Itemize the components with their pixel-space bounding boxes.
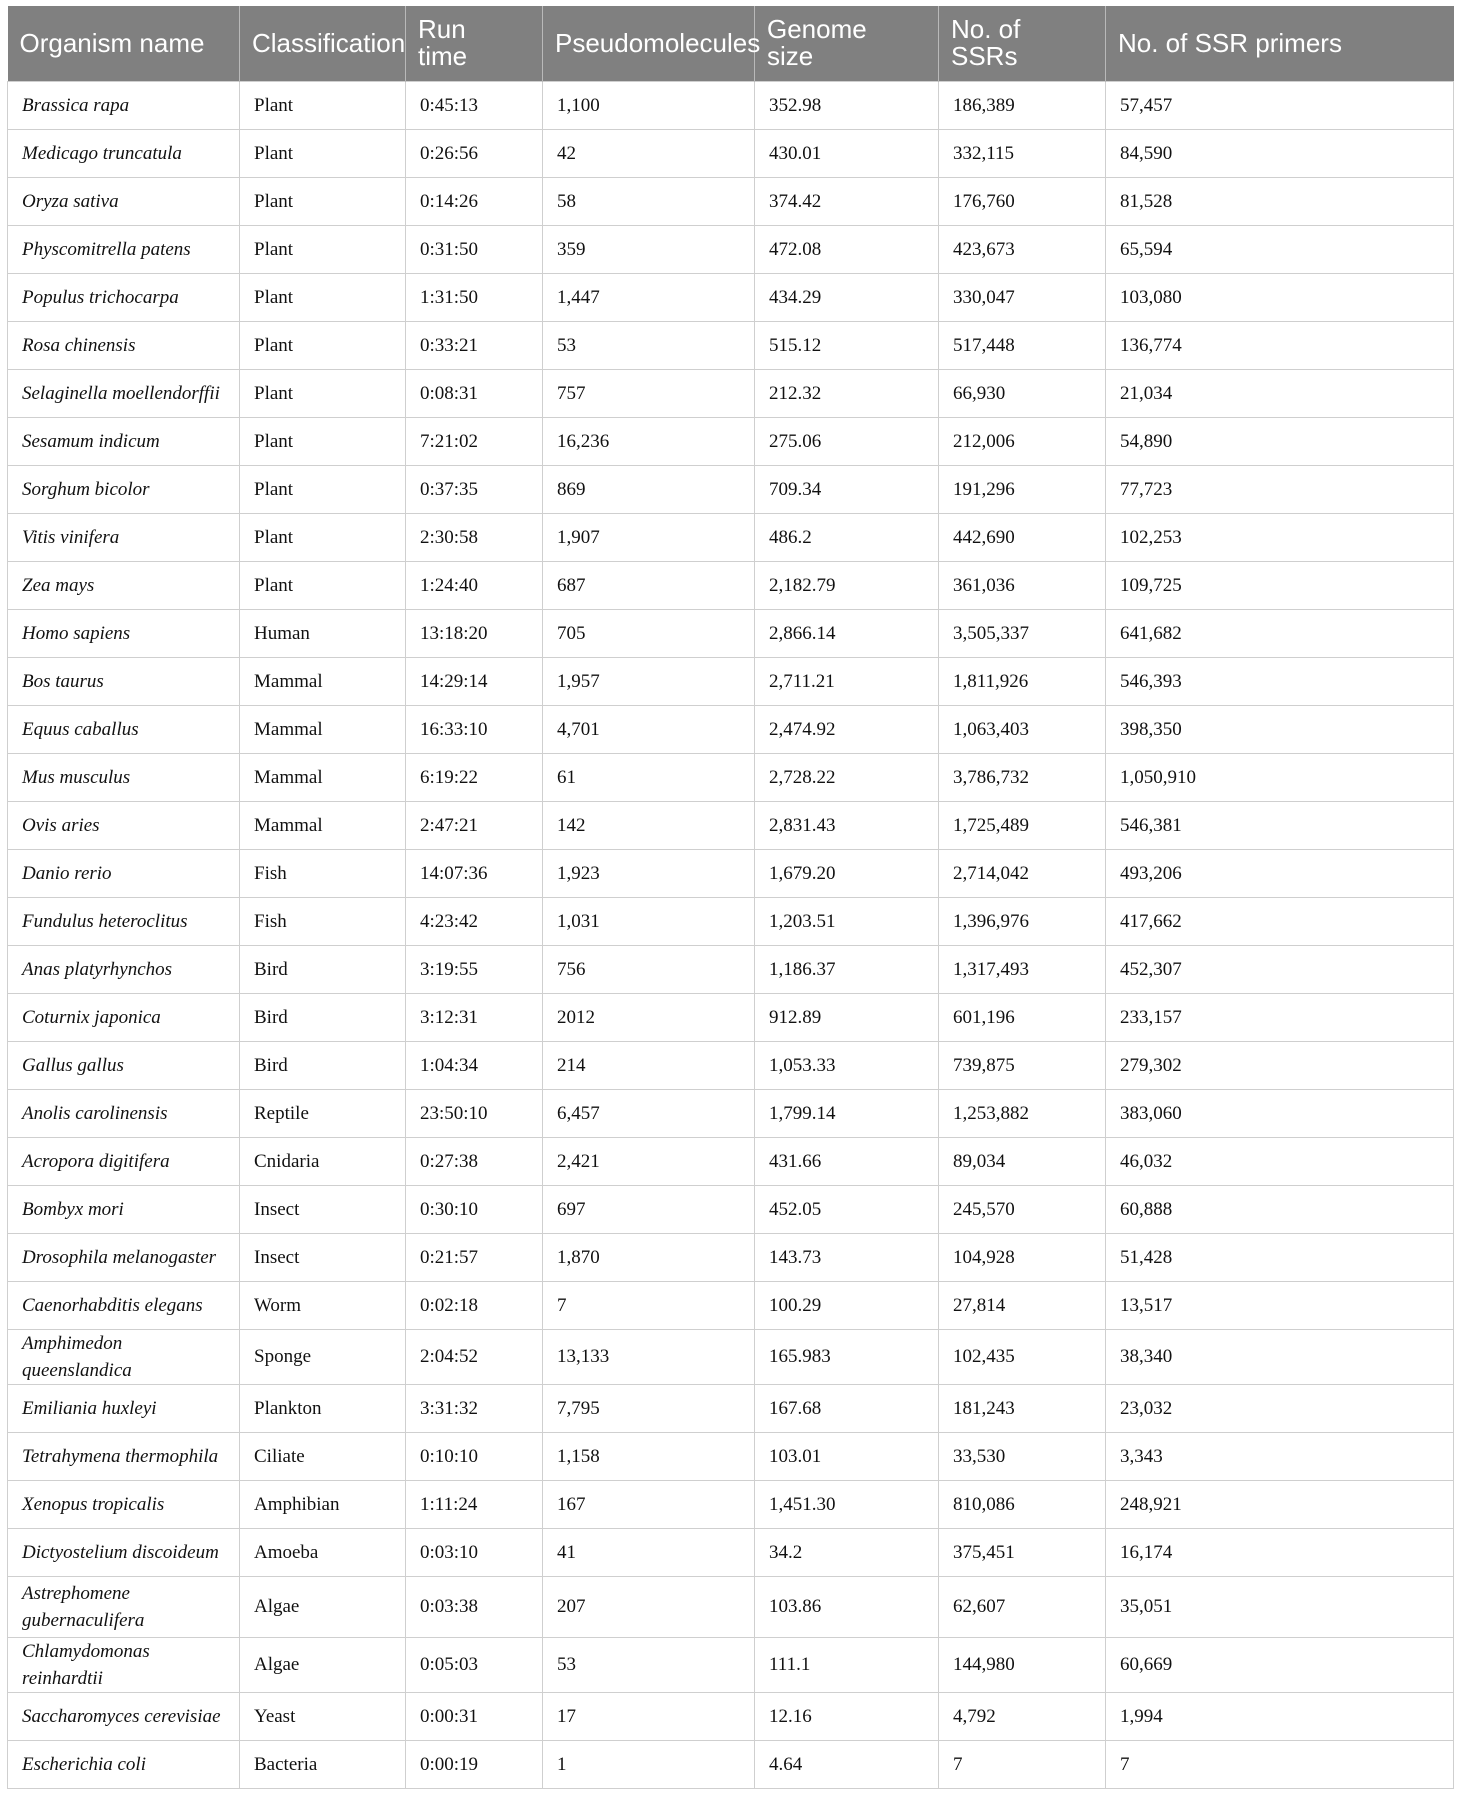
cell-no-of-ssrs: 330,047 bbox=[939, 273, 1106, 321]
cell-pseudomolecules: 16,236 bbox=[543, 417, 755, 465]
cell-organism-name: Coturnix japonica bbox=[8, 993, 240, 1041]
cell-organism-name: Acropora digitifera bbox=[8, 1137, 240, 1185]
cell-classification: Plant bbox=[240, 561, 406, 609]
cell-organism-name: Anolis carolinensis bbox=[8, 1089, 240, 1137]
cell-no-of-ssrs: 191,296 bbox=[939, 465, 1106, 513]
cell-no-of-ssr-primers: 248,921 bbox=[1106, 1480, 1454, 1528]
cell-classification: Mammal bbox=[240, 753, 406, 801]
cell-organism-name: Amphimedon queenslandica bbox=[8, 1329, 240, 1384]
cell-no-of-ssr-primers: 417,662 bbox=[1106, 897, 1454, 945]
cell-organism-name: Selaginella moellendorffii bbox=[8, 369, 240, 417]
cell-no-of-ssrs: 375,451 bbox=[939, 1528, 1106, 1576]
cell-run-time: 0:37:35 bbox=[406, 465, 543, 513]
cell-genome-size: 374.42 bbox=[755, 177, 939, 225]
cell-no-of-ssr-primers: 16,174 bbox=[1106, 1528, 1454, 1576]
cell-genome-size: 34.2 bbox=[755, 1528, 939, 1576]
cell-genome-size: 352.98 bbox=[755, 81, 939, 129]
cell-run-time: 0:03:38 bbox=[406, 1576, 543, 1637]
cell-pseudomolecules: 41 bbox=[543, 1528, 755, 1576]
cell-organism-name: Fundulus heteroclitus bbox=[8, 897, 240, 945]
cell-organism-name: Gallus gallus bbox=[8, 1041, 240, 1089]
cell-no-of-ssrs: 3,786,732 bbox=[939, 753, 1106, 801]
cell-no-of-ssr-primers: 21,034 bbox=[1106, 369, 1454, 417]
cell-pseudomolecules: 1,031 bbox=[543, 897, 755, 945]
cell-organism-name: Medicago truncatula bbox=[8, 129, 240, 177]
cell-genome-size: 1,679.20 bbox=[755, 849, 939, 897]
cell-organism-name: Equus caballus bbox=[8, 705, 240, 753]
cell-run-time: 14:07:36 bbox=[406, 849, 543, 897]
cell-classification: Fish bbox=[240, 849, 406, 897]
cell-no-of-ssrs: 739,875 bbox=[939, 1041, 1106, 1089]
column-header-pseudomolecules: Pseudomolecules bbox=[543, 6, 755, 81]
cell-classification: Worm bbox=[240, 1281, 406, 1329]
cell-genome-size: 452.05 bbox=[755, 1185, 939, 1233]
cell-run-time: 0:21:57 bbox=[406, 1233, 543, 1281]
cell-genome-size: 143.73 bbox=[755, 1233, 939, 1281]
cell-organism-name: Saccharomyces cerevisiae bbox=[8, 1692, 240, 1740]
table-row bbox=[8, 1329, 1454, 1384]
cell-run-time: 2:04:52 bbox=[406, 1329, 543, 1384]
table-row bbox=[8, 465, 1454, 513]
cell-no-of-ssr-primers: 60,888 bbox=[1106, 1185, 1454, 1233]
cell-no-of-ssr-primers: 57,457 bbox=[1106, 81, 1454, 129]
cell-run-time: 1:04:34 bbox=[406, 1041, 543, 1089]
table-row bbox=[8, 561, 1454, 609]
cell-organism-name: Zea mays bbox=[8, 561, 240, 609]
cell-no-of-ssrs: 1,253,882 bbox=[939, 1089, 1106, 1137]
cell-genome-size: 1,186.37 bbox=[755, 945, 939, 993]
cell-no-of-ssr-primers: 65,594 bbox=[1106, 225, 1454, 273]
cell-organism-name: Sesamum indicum bbox=[8, 417, 240, 465]
cell-genome-size: 103.01 bbox=[755, 1432, 939, 1480]
cell-genome-size: 486.2 bbox=[755, 513, 939, 561]
cell-classification: Plant bbox=[240, 369, 406, 417]
cell-no-of-ssr-primers: 81,528 bbox=[1106, 177, 1454, 225]
cell-no-of-ssrs: 62,607 bbox=[939, 1576, 1106, 1637]
cell-run-time: 6:19:22 bbox=[406, 753, 543, 801]
cell-no-of-ssr-primers: 398,350 bbox=[1106, 705, 1454, 753]
cell-no-of-ssrs: 1,063,403 bbox=[939, 705, 1106, 753]
table-row bbox=[8, 609, 1454, 657]
cell-no-of-ssr-primers: 84,590 bbox=[1106, 129, 1454, 177]
cell-organism-name: Rosa chinensis bbox=[8, 321, 240, 369]
cell-organism-name: Bombyx mori bbox=[8, 1185, 240, 1233]
cell-pseudomolecules: 17 bbox=[543, 1692, 755, 1740]
table-row bbox=[8, 705, 1454, 753]
cell-classification: Plant bbox=[240, 177, 406, 225]
cell-pseudomolecules: 13,133 bbox=[543, 1329, 755, 1384]
table-row bbox=[8, 1692, 1454, 1740]
table-row bbox=[8, 1089, 1454, 1137]
cell-no-of-ssrs: 442,690 bbox=[939, 513, 1106, 561]
cell-classification: Insect bbox=[240, 1185, 406, 1233]
cell-classification: Plant bbox=[240, 129, 406, 177]
cell-run-time: 3:12:31 bbox=[406, 993, 543, 1041]
cell-pseudomolecules: 1,923 bbox=[543, 849, 755, 897]
cell-run-time: 1:11:24 bbox=[406, 1480, 543, 1528]
cell-pseudomolecules: 2012 bbox=[543, 993, 755, 1041]
table-row bbox=[8, 1432, 1454, 1480]
cell-no-of-ssrs: 66,930 bbox=[939, 369, 1106, 417]
cell-no-of-ssrs: 186,389 bbox=[939, 81, 1106, 129]
table-row bbox=[8, 657, 1454, 705]
table-row bbox=[8, 1740, 1454, 1788]
table-row bbox=[8, 225, 1454, 273]
cell-pseudomolecules: 869 bbox=[543, 465, 755, 513]
table-row bbox=[8, 513, 1454, 561]
cell-no-of-ssr-primers: 546,393 bbox=[1106, 657, 1454, 705]
cell-run-time: 0:00:31 bbox=[406, 1692, 543, 1740]
table-row bbox=[8, 1384, 1454, 1432]
cell-run-time: 0:31:50 bbox=[406, 225, 543, 273]
table-row bbox=[8, 1041, 1454, 1089]
cell-run-time: 23:50:10 bbox=[406, 1089, 543, 1137]
cell-no-of-ssrs: 601,196 bbox=[939, 993, 1106, 1041]
cell-classification: Plant bbox=[240, 225, 406, 273]
cell-pseudomolecules: 53 bbox=[543, 1637, 755, 1692]
cell-no-of-ssr-primers: 546,381 bbox=[1106, 801, 1454, 849]
cell-pseudomolecules: 61 bbox=[543, 753, 755, 801]
cell-no-of-ssr-primers: 60,669 bbox=[1106, 1637, 1454, 1692]
cell-run-time: 14:29:14 bbox=[406, 657, 543, 705]
table-row bbox=[8, 273, 1454, 321]
table-body bbox=[8, 81, 1454, 1788]
cell-genome-size: 2,711.21 bbox=[755, 657, 939, 705]
cell-run-time: 2:30:58 bbox=[406, 513, 543, 561]
cell-no-of-ssr-primers: 109,725 bbox=[1106, 561, 1454, 609]
cell-genome-size: 165.983 bbox=[755, 1329, 939, 1384]
cell-no-of-ssrs: 517,448 bbox=[939, 321, 1106, 369]
cell-no-of-ssr-primers: 38,340 bbox=[1106, 1329, 1454, 1384]
cell-genome-size: 2,728.22 bbox=[755, 753, 939, 801]
cell-run-time: 0:45:13 bbox=[406, 81, 543, 129]
cell-organism-name: Drosophila melanogaster bbox=[8, 1233, 240, 1281]
cell-no-of-ssrs: 2,714,042 bbox=[939, 849, 1106, 897]
cell-pseudomolecules: 1,870 bbox=[543, 1233, 755, 1281]
cell-no-of-ssrs: 423,673 bbox=[939, 225, 1106, 273]
cell-classification: Bird bbox=[240, 1041, 406, 1089]
header-row bbox=[8, 6, 1454, 81]
cell-pseudomolecules: 207 bbox=[543, 1576, 755, 1637]
cell-run-time: 13:18:20 bbox=[406, 609, 543, 657]
cell-classification: Ciliate bbox=[240, 1432, 406, 1480]
cell-pseudomolecules: 167 bbox=[543, 1480, 755, 1528]
cell-organism-name: Tetrahymena thermophila bbox=[8, 1432, 240, 1480]
cell-genome-size: 4.64 bbox=[755, 1740, 939, 1788]
cell-run-time: 0:05:03 bbox=[406, 1637, 543, 1692]
cell-genome-size: 167.68 bbox=[755, 1384, 939, 1432]
cell-run-time: 0:33:21 bbox=[406, 321, 543, 369]
cell-classification: Insect bbox=[240, 1233, 406, 1281]
cell-organism-name: Vitis vinifera bbox=[8, 513, 240, 561]
cell-pseudomolecules: 705 bbox=[543, 609, 755, 657]
cell-genome-size: 430.01 bbox=[755, 129, 939, 177]
table-row bbox=[8, 1185, 1454, 1233]
cell-run-time: 0:27:38 bbox=[406, 1137, 543, 1185]
table-row bbox=[8, 849, 1454, 897]
cell-organism-name: Astrephomene gubernaculifera bbox=[8, 1576, 240, 1637]
cell-classification: Algae bbox=[240, 1576, 406, 1637]
cell-genome-size: 103.86 bbox=[755, 1576, 939, 1637]
cell-pseudomolecules: 1,957 bbox=[543, 657, 755, 705]
cell-no-of-ssrs: 181,243 bbox=[939, 1384, 1106, 1432]
cell-no-of-ssrs: 104,928 bbox=[939, 1233, 1106, 1281]
cell-no-of-ssrs: 3,505,337 bbox=[939, 609, 1106, 657]
cell-run-time: 0:03:10 bbox=[406, 1528, 543, 1576]
cell-pseudomolecules: 2,421 bbox=[543, 1137, 755, 1185]
table-row bbox=[8, 945, 1454, 993]
cell-pseudomolecules: 6,457 bbox=[543, 1089, 755, 1137]
cell-genome-size: 111.1 bbox=[755, 1637, 939, 1692]
column-header-no-of-ssr-primers: No. of SSR primers bbox=[1106, 6, 1454, 81]
table-row bbox=[8, 897, 1454, 945]
cell-run-time: 3:19:55 bbox=[406, 945, 543, 993]
cell-classification: Bird bbox=[240, 945, 406, 993]
cell-run-time: 1:31:50 bbox=[406, 273, 543, 321]
cell-pseudomolecules: 1,907 bbox=[543, 513, 755, 561]
cell-no-of-ssrs: 102,435 bbox=[939, 1329, 1106, 1384]
cell-classification: Mammal bbox=[240, 705, 406, 753]
cell-organism-name: Populus trichocarpa bbox=[8, 273, 240, 321]
cell-no-of-ssr-primers: 279,302 bbox=[1106, 1041, 1454, 1089]
cell-no-of-ssrs: 332,115 bbox=[939, 129, 1106, 177]
cell-run-time: 0:08:31 bbox=[406, 369, 543, 417]
cell-organism-name: Ovis aries bbox=[8, 801, 240, 849]
cell-no-of-ssrs: 245,570 bbox=[939, 1185, 1106, 1233]
cell-run-time: 1:24:40 bbox=[406, 561, 543, 609]
cell-no-of-ssrs: 27,814 bbox=[939, 1281, 1106, 1329]
table-row bbox=[8, 1576, 1454, 1637]
cell-organism-name: Homo sapiens bbox=[8, 609, 240, 657]
cell-run-time: 7:21:02 bbox=[406, 417, 543, 465]
cell-organism-name: Bos taurus bbox=[8, 657, 240, 705]
column-header-no-of-ssrs: No. of SSRs bbox=[939, 6, 1106, 81]
cell-genome-size: 2,474.92 bbox=[755, 705, 939, 753]
cell-classification: Sponge bbox=[240, 1329, 406, 1384]
cell-classification: Mammal bbox=[240, 657, 406, 705]
cell-organism-name: Caenorhabditis elegans bbox=[8, 1281, 240, 1329]
cell-classification: Plant bbox=[240, 513, 406, 561]
cell-pseudomolecules: 4,701 bbox=[543, 705, 755, 753]
column-header-genome-size: Genome size bbox=[755, 6, 939, 81]
table-header bbox=[8, 6, 1454, 81]
cell-organism-name: Emiliania huxleyi bbox=[8, 1384, 240, 1432]
cell-classification: Plant bbox=[240, 465, 406, 513]
cell-organism-name: Chlamydomonas reinhardtii bbox=[8, 1637, 240, 1692]
cell-organism-name: Brassica rapa bbox=[8, 81, 240, 129]
table-row bbox=[8, 369, 1454, 417]
cell-pseudomolecules: 687 bbox=[543, 561, 755, 609]
cell-classification: Bacteria bbox=[240, 1740, 406, 1788]
table-row bbox=[8, 1480, 1454, 1528]
cell-no-of-ssrs: 1,317,493 bbox=[939, 945, 1106, 993]
cell-no-of-ssr-primers: 54,890 bbox=[1106, 417, 1454, 465]
cell-run-time: 4:23:42 bbox=[406, 897, 543, 945]
cell-classification: Bird bbox=[240, 993, 406, 1041]
cell-no-of-ssrs: 1,725,489 bbox=[939, 801, 1106, 849]
table-row bbox=[8, 1637, 1454, 1692]
cell-genome-size: 472.08 bbox=[755, 225, 939, 273]
cell-no-of-ssrs: 1,396,976 bbox=[939, 897, 1106, 945]
cell-classification: Yeast bbox=[240, 1692, 406, 1740]
table-row bbox=[8, 321, 1454, 369]
cell-pseudomolecules: 58 bbox=[543, 177, 755, 225]
cell-pseudomolecules: 7,795 bbox=[543, 1384, 755, 1432]
cell-pseudomolecules: 53 bbox=[543, 321, 755, 369]
cell-no-of-ssrs: 1,811,926 bbox=[939, 657, 1106, 705]
cell-classification: Plant bbox=[240, 273, 406, 321]
column-header-run-time: Run time bbox=[406, 6, 543, 81]
cell-no-of-ssr-primers: 13,517 bbox=[1106, 1281, 1454, 1329]
cell-genome-size: 431.66 bbox=[755, 1137, 939, 1185]
cell-run-time: 0:30:10 bbox=[406, 1185, 543, 1233]
cell-classification: Cnidaria bbox=[240, 1137, 406, 1185]
column-header-classification: Classification bbox=[240, 6, 406, 81]
cell-pseudomolecules: 359 bbox=[543, 225, 755, 273]
cell-pseudomolecules: 697 bbox=[543, 1185, 755, 1233]
cell-no-of-ssrs: 33,530 bbox=[939, 1432, 1106, 1480]
cell-no-of-ssr-primers: 7 bbox=[1106, 1740, 1454, 1788]
cell-genome-size: 2,182.79 bbox=[755, 561, 939, 609]
cell-pseudomolecules: 42 bbox=[543, 129, 755, 177]
table-row bbox=[8, 129, 1454, 177]
cell-run-time: 0:26:56 bbox=[406, 129, 543, 177]
table-row bbox=[8, 81, 1454, 129]
cell-no-of-ssr-primers: 383,060 bbox=[1106, 1089, 1454, 1137]
cell-run-time: 2:47:21 bbox=[406, 801, 543, 849]
cell-pseudomolecules: 1 bbox=[543, 1740, 755, 1788]
cell-run-time: 0:14:26 bbox=[406, 177, 543, 225]
cell-no-of-ssr-primers: 46,032 bbox=[1106, 1137, 1454, 1185]
cell-pseudomolecules: 142 bbox=[543, 801, 755, 849]
cell-classification: Human bbox=[240, 609, 406, 657]
cell-pseudomolecules: 1,447 bbox=[543, 273, 755, 321]
cell-organism-name: Mus musculus bbox=[8, 753, 240, 801]
cell-classification: Plant bbox=[240, 81, 406, 129]
table-row bbox=[8, 1233, 1454, 1281]
cell-organism-name: Physcomitrella patens bbox=[8, 225, 240, 273]
cell-organism-name: Sorghum bicolor bbox=[8, 465, 240, 513]
cell-no-of-ssr-primers: 136,774 bbox=[1106, 321, 1454, 369]
cell-classification: Plankton bbox=[240, 1384, 406, 1432]
genome-ssr-table-container bbox=[7, 6, 1453, 1789]
cell-genome-size: 709.34 bbox=[755, 465, 939, 513]
table-row bbox=[8, 993, 1454, 1041]
cell-pseudomolecules: 757 bbox=[543, 369, 755, 417]
table-row bbox=[8, 1137, 1454, 1185]
table-row bbox=[8, 753, 1454, 801]
cell-no-of-ssrs: 7 bbox=[939, 1740, 1106, 1788]
cell-no-of-ssr-primers: 3,343 bbox=[1106, 1432, 1454, 1480]
cell-pseudomolecules: 1,100 bbox=[543, 81, 755, 129]
cell-genome-size: 1,451.30 bbox=[755, 1480, 939, 1528]
cell-no-of-ssrs: 176,760 bbox=[939, 177, 1106, 225]
cell-no-of-ssrs: 144,980 bbox=[939, 1637, 1106, 1692]
cell-no-of-ssr-primers: 51,428 bbox=[1106, 1233, 1454, 1281]
cell-run-time: 0:00:19 bbox=[406, 1740, 543, 1788]
table-row bbox=[8, 1281, 1454, 1329]
cell-no-of-ssrs: 89,034 bbox=[939, 1137, 1106, 1185]
cell-genome-size: 100.29 bbox=[755, 1281, 939, 1329]
cell-no-of-ssr-primers: 641,682 bbox=[1106, 609, 1454, 657]
cell-run-time: 0:10:10 bbox=[406, 1432, 543, 1480]
cell-run-time: 16:33:10 bbox=[406, 705, 543, 753]
cell-classification: Amphibian bbox=[240, 1480, 406, 1528]
cell-genome-size: 275.06 bbox=[755, 417, 939, 465]
cell-no-of-ssrs: 361,036 bbox=[939, 561, 1106, 609]
cell-pseudomolecules: 7 bbox=[543, 1281, 755, 1329]
genome-ssr-table bbox=[7, 6, 1454, 1789]
cell-genome-size: 2,866.14 bbox=[755, 609, 939, 657]
cell-no-of-ssr-primers: 1,050,910 bbox=[1106, 753, 1454, 801]
cell-organism-name: Dictyostelium discoideum bbox=[8, 1528, 240, 1576]
cell-genome-size: 515.12 bbox=[755, 321, 939, 369]
cell-classification: Mammal bbox=[240, 801, 406, 849]
cell-genome-size: 434.29 bbox=[755, 273, 939, 321]
cell-organism-name: Escherichia coli bbox=[8, 1740, 240, 1788]
cell-genome-size: 1,053.33 bbox=[755, 1041, 939, 1089]
cell-genome-size: 2,831.43 bbox=[755, 801, 939, 849]
cell-no-of-ssrs: 810,086 bbox=[939, 1480, 1106, 1528]
cell-run-time: 0:02:18 bbox=[406, 1281, 543, 1329]
cell-no-of-ssr-primers: 77,723 bbox=[1106, 465, 1454, 513]
cell-classification: Plant bbox=[240, 417, 406, 465]
cell-no-of-ssr-primers: 23,032 bbox=[1106, 1384, 1454, 1432]
cell-classification: Algae bbox=[240, 1637, 406, 1692]
cell-genome-size: 12.16 bbox=[755, 1692, 939, 1740]
cell-organism-name: Anas platyrhynchos bbox=[8, 945, 240, 993]
cell-pseudomolecules: 1,158 bbox=[543, 1432, 755, 1480]
table-row bbox=[8, 417, 1454, 465]
cell-no-of-ssrs: 4,792 bbox=[939, 1692, 1106, 1740]
table-row bbox=[8, 177, 1454, 225]
cell-organism-name: Danio rerio bbox=[8, 849, 240, 897]
cell-no-of-ssr-primers: 102,253 bbox=[1106, 513, 1454, 561]
cell-classification: Amoeba bbox=[240, 1528, 406, 1576]
cell-pseudomolecules: 756 bbox=[543, 945, 755, 993]
cell-no-of-ssr-primers: 233,157 bbox=[1106, 993, 1454, 1041]
cell-organism-name: Xenopus tropicalis bbox=[8, 1480, 240, 1528]
cell-classification: Fish bbox=[240, 897, 406, 945]
cell-no-of-ssr-primers: 1,994 bbox=[1106, 1692, 1454, 1740]
cell-classification: Plant bbox=[240, 321, 406, 369]
cell-genome-size: 1,799.14 bbox=[755, 1089, 939, 1137]
cell-genome-size: 212.32 bbox=[755, 369, 939, 417]
cell-genome-size: 912.89 bbox=[755, 993, 939, 1041]
cell-no-of-ssr-primers: 35,051 bbox=[1106, 1576, 1454, 1637]
table-row bbox=[8, 801, 1454, 849]
cell-no-of-ssr-primers: 452,307 bbox=[1106, 945, 1454, 993]
cell-organism-name: Oryza sativa bbox=[8, 177, 240, 225]
cell-classification: Reptile bbox=[240, 1089, 406, 1137]
cell-no-of-ssrs: 212,006 bbox=[939, 417, 1106, 465]
cell-run-time: 3:31:32 bbox=[406, 1384, 543, 1432]
column-header-organism-name: Organism name bbox=[8, 6, 240, 81]
cell-no-of-ssr-primers: 493,206 bbox=[1106, 849, 1454, 897]
cell-pseudomolecules: 214 bbox=[543, 1041, 755, 1089]
cell-genome-size: 1,203.51 bbox=[755, 897, 939, 945]
cell-no-of-ssr-primers: 103,080 bbox=[1106, 273, 1454, 321]
table-row bbox=[8, 1528, 1454, 1576]
